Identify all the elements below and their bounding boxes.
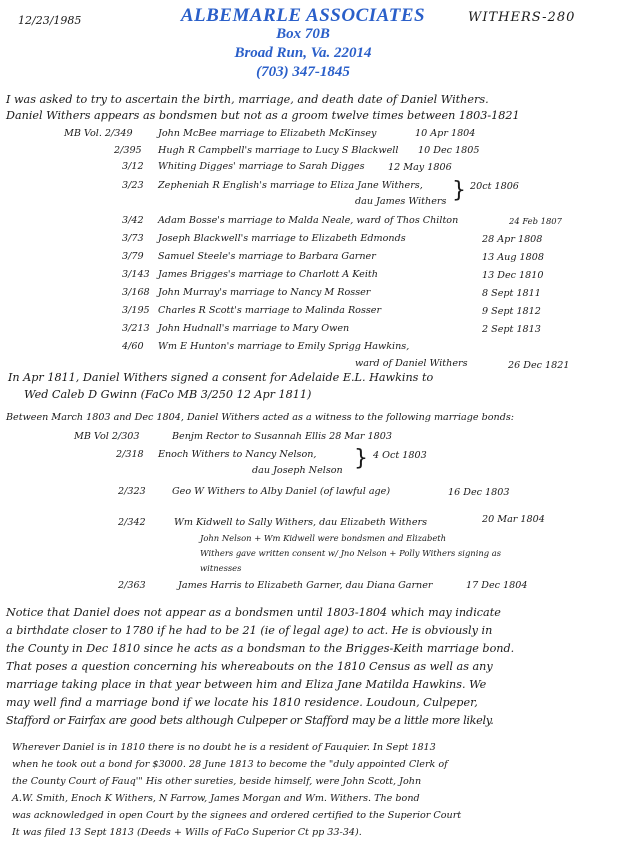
bond-date: 26 Dec 1821 [508,360,570,371]
stamp-city: Broad Run, Va. 22014 [234,45,372,61]
bond-text: ward of Daniel Withers [355,358,468,369]
witness-text: Benjm Rector to Susannah Ellis 28 Mar 1803 [172,431,392,442]
intro-line: Daniel Withers appears as bondsmen but not as a groom twelve times between 1803-1821 [6,109,520,122]
bond-ref: 3/168 [122,287,150,298]
closing-line: It was filed 13 Sept 1813 (Deeds + Wills of FaCo Superior Ct pp 33-34). [12,827,362,838]
document-reference: WITHERS-280 [468,10,576,25]
bond-date: 13 Aug 1808 [482,252,544,263]
notice-line: may well find a marriage bond if we locate his 1810 residence. Loudoun, Culpeper, [6,696,478,709]
notice-line: Stafford or Fairfax are good bets although Culpeper or Stafford may be a little more likely. [6,714,494,727]
bond-ref: 4/60 [122,341,144,352]
brace-mark: } [452,178,466,203]
stamp-phone: (703) 347-1845 [256,64,350,80]
bond-text: Zepheniah R English's marriage to Eliza Jane Withers, [158,180,423,191]
witness-date: 20 Mar 1804 [482,514,545,525]
bond-ref: 3/195 [122,305,150,316]
witness-date: 4 Oct 1803 [373,450,427,461]
bond-date: 10 Apr 1804 [415,128,476,139]
stamp-name: ALBEMARLE ASSOCIATES [180,5,426,26]
bond-date: 28 Apr 1808 [482,234,543,245]
intro-line: I was asked to try to ascertain the birth, marriage, and death date of Daniel Withers. [6,93,489,106]
witness-text: Enoch Withers to Nancy Nelson, [158,449,317,460]
bond-text: dau James Withers [355,196,447,207]
notice-line: Notice that Daniel does not appear as a bondsmen until 1803-1804 which may indicate [6,606,501,619]
witness-intro: Between March 1803 and Dec 1804, Daniel Withers acted as a witness to the following marriage bonds: [6,412,514,423]
closing-line: Wherever Daniel is in 1810 there is no doubt he is a resident of Fauquier. In Sept 1813 [12,742,436,753]
closing-line: was acknowledged in open Court by the signees and ordered certified to the Superior Court [12,810,462,821]
witness-ref: 2/323 [118,486,146,497]
bond-date: 9 Sept 1812 [482,306,541,317]
bond-text: Adam Bosse's marriage to Malda Neale, ward of Thos Chilton [158,215,459,226]
bond-ref: 3/12 [122,161,144,172]
stamp-box: Box 70B [276,26,330,42]
bond-ref: 3/42 [122,215,144,226]
witness-ref: MB Vol 2/303 [74,431,140,442]
witness-ref: 2/363 [118,580,146,591]
bond-text: James Brigges's marriage to Charlott A Keith [158,269,378,280]
witness-note: Withers gave written consent w/ Jno Nelson + Polly Withers signing as [200,548,502,558]
bond-text: Wm E Hunton's marriage to Emily Sprigg Hawkins, [158,341,410,352]
witness-note: John Nelson + Wm Kidwell were bondsmen and Elizabeth [200,533,447,543]
notice-line: That poses a question concerning his whereabouts on the 1810 Census as well as any [6,660,493,673]
bond-ref: 3/79 [122,251,144,262]
document-date: 12/23/1985 [18,14,82,27]
witness-ref: 2/318 [116,449,144,460]
bond-text: John McBee marriage to Elizabeth McKinsey [158,128,377,139]
notice-line: a birthdate closer to 1780 if he had to be 21 (ie of legal age) to act. He is obviously in [6,624,493,637]
bond-date: 2 Sept 1813 [482,324,541,335]
bond-text: Samuel Steele's marriage to Barbara Garner [158,251,376,262]
bond-ref: 3/73 [122,233,144,244]
witness-date: 17 Dec 1804 [466,580,528,591]
witness-text: James Harris to Elizabeth Garner, dau Diana Garner [178,580,433,591]
bond-text: Hugh R Campbell's marriage to Lucy S Blackwell [158,145,399,156]
consent-line: Wed Caleb D Gwinn (FaCo MB 3/250 12 Apr 1811) [24,388,312,401]
witness-note: witnesses [200,563,242,573]
closing-line: A.W. Smith, Enoch K Withers, N Farrow, James Morgan and Wm. Withers. The bond [12,793,420,804]
notice-line: marriage taking place in that year between him and Eliza Jane Matilda Hawkins. We [6,678,487,691]
bond-text: Joseph Blackwell's marriage to Elizabeth Edmonds [158,233,406,244]
bond-ref: 3/23 [122,180,144,191]
bond-text: Whiting Digges' marriage to Sarah Digges [158,161,365,172]
bond-text: John Murray's marriage to Nancy M Rosser [158,287,371,298]
consent-line: In Apr 1811, Daniel Withers signed a consent for Adelaide E.L. Hawkins to [8,371,434,384]
bond-date: 8 Sept 1811 [482,288,541,299]
bond-text: John Hudnall's marriage to Mary Owen [158,323,350,334]
bond-date: 24 Feb 1807 [509,216,562,226]
bond-date: 12 May 1806 [388,162,452,173]
witness-text: dau Joseph Nelson [252,465,343,476]
bond-date: 10 Dec 1805 [418,145,480,156]
notice-line: the County in Dec 1810 since he acts as a bondsman to the Brigges-Keith marriage bond. [6,642,515,655]
closing-line: when he took out a bond for $3000. 28 June 1813 to become the "duly appointed Clerk of [12,759,448,770]
brace-mark: } [354,446,368,471]
letterhead-stamp [172,6,434,88]
witness-text: Wm Kidwell to Sally Withers, dau Elizabeth Withers [174,517,428,528]
bond-date: 13 Dec 1810 [482,270,544,281]
bond-ref: MB Vol. 2/349 [64,128,133,139]
witness-date: 16 Dec 1803 [448,487,510,498]
closing-line: the County Court of Fauq'" His other sureties, beside himself, were John Scott, John [12,776,422,787]
bond-ref: 3/143 [122,269,150,280]
witness-text: Geo W Withers to Alby Daniel (of lawful age) [172,486,391,497]
bond-ref: 2/395 [114,145,142,156]
bond-text: Charles R Scott's marriage to Malinda Rosser [158,305,382,316]
witness-ref: 2/342 [118,517,146,528]
bond-ref: 3/213 [122,323,150,334]
bond-date: 20ct 1806 [470,181,519,192]
